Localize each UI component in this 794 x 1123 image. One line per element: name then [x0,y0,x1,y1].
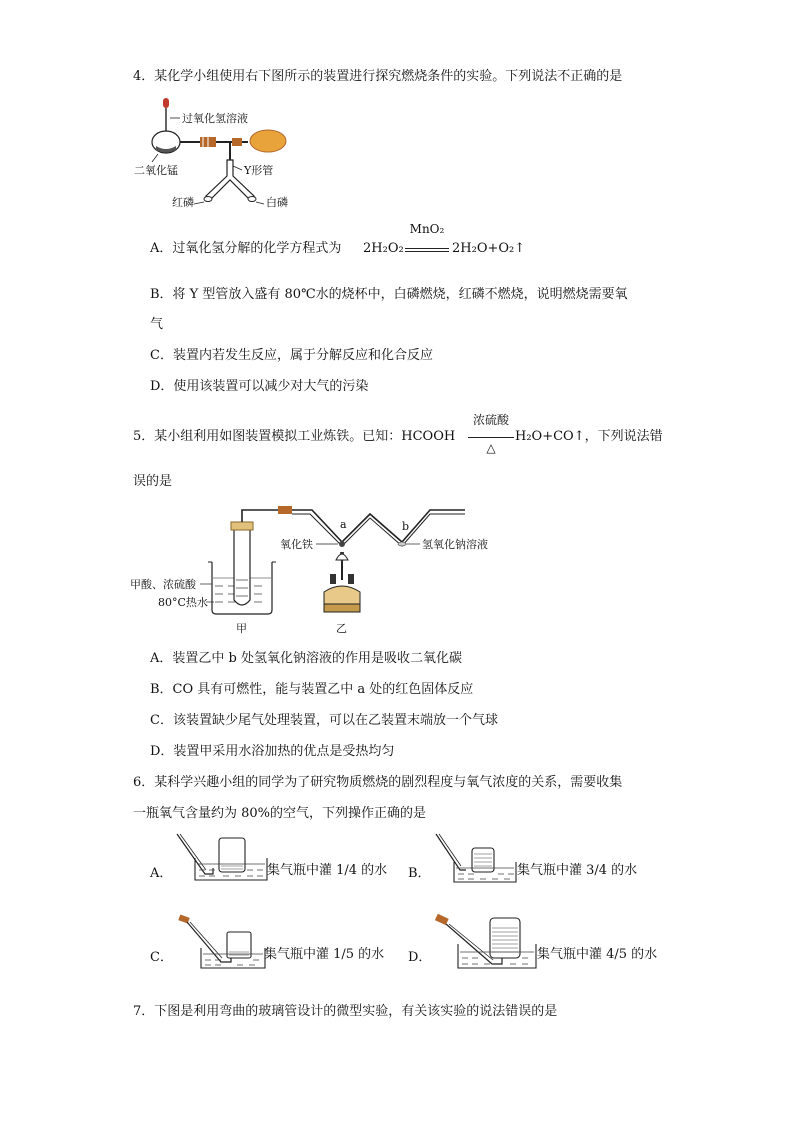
q6-option-b-label: B． [408,866,431,881]
q6-option-a-figure [175,832,270,884]
q4-option-b-line1: B．将 Y 型管放入盛有 80℃水的烧杯中，白磷燃烧，红磷不燃烧，说明燃烧需要氧 [150,287,628,302]
label-white-phosphorus: 白磷 [266,196,288,209]
q4-stem: 4．某化学小组使用右下图所示的装置进行探究燃烧条件的实验。下列说法不正确的是 [133,69,623,84]
q6-option-d-caption: 集气瓶中灌 4/5 的水 [537,947,658,962]
q4-equation-arrow-2 [405,251,449,252]
q4-option-a-prefix: A．过氧化氢分解的化学方程式为 [150,241,342,256]
label-b: b [402,520,410,533]
label-mno2: 二氧化锰 [134,164,178,177]
q6-option-d-label: D． [408,950,432,965]
label-hot-water: 80°C热水 [158,596,208,609]
label-yi: 乙 [336,622,347,635]
q6-option-c-label: C． [150,950,173,965]
q5-stem-line2: 误的是 [133,474,173,489]
label-red-phosphorus: 红磷 [172,196,194,209]
q4-option-a-condition: MnO₂ [409,222,445,236]
rubber-bulb [250,130,286,152]
q5-stem-prefix: 5．某小组利用如图装置模拟工业炼铁。已知：HCOOH [133,429,456,444]
q6-option-b-figure [432,832,522,884]
iron-oxide-dot [339,541,345,547]
q4-option-d: D．使用该装置可以减少对大气的污染 [150,379,369,394]
q5-apparatus-figure [130,500,488,640]
q4-option-a-lhs: 2H₂O₂ [363,241,404,256]
q6-option-a-caption: 集气瓶中灌 1/4 的水 [267,863,388,878]
test-tube [234,528,250,605]
q5-condition-top: 浓硫酸 [472,413,509,427]
q5-equation-bar [468,437,514,438]
q6-option-a-label: A． [150,866,173,881]
q6-stem-line1: 6．某科学兴趣小组的同学为了研究物质燃烧的剧烈程度与氧气浓度的关系，需要收集 [133,775,623,790]
q4-apparatus-figure [130,98,320,216]
q4-option-b-line2: 气 [150,317,164,332]
label-naoh: 氢氧化钠溶液 [422,538,488,551]
dropper-bulb [163,98,169,108]
q4-equation-arrow [405,248,449,249]
q5-option-a: A．装置乙中 b 处氢氧化钠溶液的作用是吸收二氧化碳 [150,651,462,666]
q4-option-c: C．装置内若发生反应，属于分解反应和化合反应 [150,348,433,363]
label-iron-oxide: 氧化铁 [280,538,313,551]
q6-option-d-figure [432,914,540,970]
q5-option-c: C．该装置缺少尾气处理装置，可以在乙装置末端放一个气球 [150,713,498,728]
q5-option-d: D．装置甲采用水浴加热的优点是受热均匀 [150,744,395,759]
q6-option-b-caption: 集气瓶中灌 3/4 的水 [517,863,638,878]
label-h2o2: 过氧化氢溶液 [182,112,248,125]
stopper [231,522,253,530]
q6-option-c-figure [175,914,267,970]
q6-stem-line2: 一瓶氧气含量约为 80%的空气，下列操作正确的是 [133,806,427,821]
label-y-tube: Y形管 [244,164,274,177]
q7-stem: 7．下图是利用弯曲的玻璃管设计的微型实验，有关该实验的说法错误的是 [133,1004,558,1019]
q5-condition-bottom: △ [486,441,496,455]
label-jia: 甲 [236,622,247,635]
rubber-connector [278,506,292,514]
label-formic-acid: 甲酸、浓硫酸 [130,578,196,591]
q6-option-c-caption: 集气瓶中灌 1/5 的水 [264,947,385,962]
label-a: a [340,518,347,531]
q5-option-b: B．CO 具有可燃性，能与装置乙中 a 处的红色固体反应 [150,682,474,697]
q5-stem-suffix: H₂O+CO↑，下列说法错 [515,429,663,444]
q4-option-a-rhs: 2H₂O+O₂↑ [452,241,526,256]
